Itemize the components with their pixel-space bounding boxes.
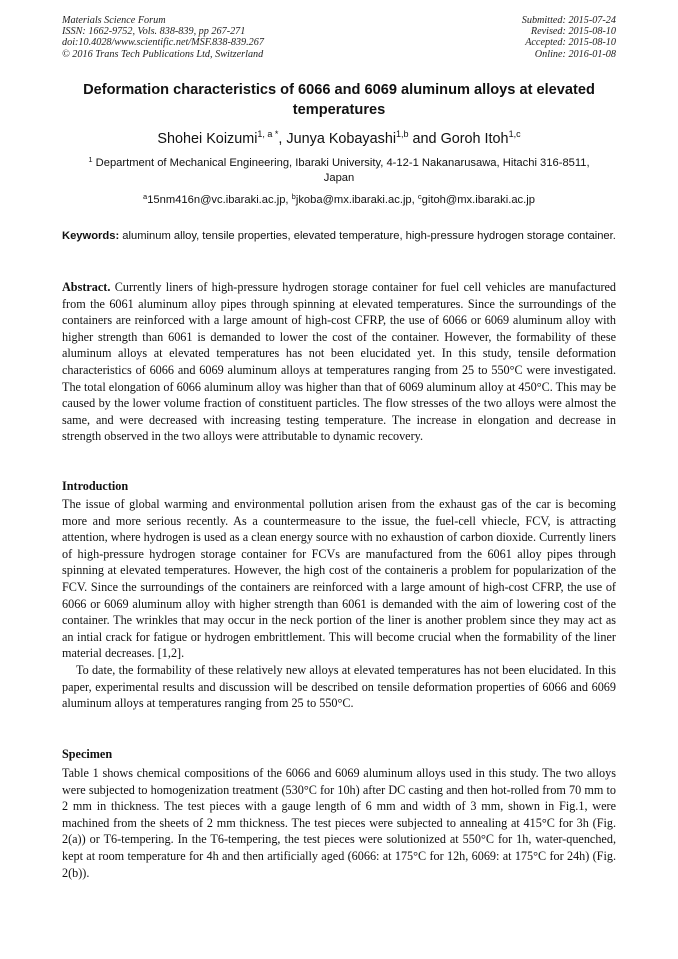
abstract-label: Abstract.: [62, 280, 111, 294]
email-address[interactable]: jkoba@mx.ibaraki.ac.jp,: [295, 194, 418, 206]
keywords-label: Keywords:: [62, 230, 120, 242]
paragraph: Table 1 shows chemical compositions of the 6066 and 6069 aluminum alloys used in this study. The two alloys were subjected to homogenization treatment (530°C for 10h) after DC casting and then hot-rolled from 70 mm to 2 mm in thickness. The test pieces with a gauge length of 6 mm and width of 3 mm, shown in Fig.1, were machined from the sheets of 2 mm thickness. The test pieces were subjected to annealing at 415°C for 3h (Fig. 2(a)) or T6-tempering. In the T6-tempering, the test pieces were solutionized at 550°C for 1h, water-quenched, kept at room temperature for 4h and then artificially aged (6066: at 175°C for 12h, 6069: at 175°C for 24h) (Fig. 2(b)).: [62, 766, 616, 880]
email-marker: a: [143, 192, 148, 201]
introduction-section: [62, 496, 616, 712]
author-name: Junya Kobayashi: [286, 131, 397, 147]
revised-date: Revised: 2015-08-10: [530, 26, 616, 38]
author-separator: and: [408, 131, 441, 147]
paragraph: To date, the formability of these relatively new alloys at elevated temperatures has not been elucidated. In this paper, experimental results and discussion will be described on tensile deformation properties of 6066 and 6069 aluminum alloys at temperatures ranging from 25 to 550°C.: [62, 662, 616, 711]
specimen-section: [62, 765, 616, 881]
doi-line: doi:10.4028/www.scientific.net/MSF.838-839.267: [62, 37, 264, 49]
author-separator: ,: [278, 131, 287, 147]
paragraph: The issue of global warming and environmental pollution arisen from the exhaust gas of the car is becoming more and more serious recently. As a countermeasure to the issue, the fuel-cell vhiecle, FCV, is attracting attention, where hydrogen is used as a clean energy source with no exhaustion of carbon dioxide. Currently liners of high-pressure hydrogen storage container for FCVs are manufactured from the 6061 alloy pipes through spinning at elevated temperatures. However, the high cost of the containeris a problem for popularization of the FCV. Since the surroundings of the containers are reinforced with a large amount of high-cost CFRP, the use of 6066 or 6069 aluminum alloy with higher strength than 6061 is demanded with the aim of lowering cost of the container. The wrinkles that may occur in the neck portion of the liner is another problem since they may act as an intial crack for fatigue or hydrogen embrittlement. This will become crucial when the formability of the liner material decreases. [1,2].: [62, 497, 616, 661]
submission-dates: [522, 15, 616, 60]
submitted-date: Submitted: 2015-07-24: [521, 15, 616, 26]
email-marker: b: [291, 192, 296, 201]
email-marker: c: [417, 192, 422, 201]
author-affiliation-marker: 1,b: [396, 129, 409, 139]
affiliation-text: Department of Mechanical Engineering, Ibaraki University, 4-12-1 Nakanarusawa, Hitachi 316-8511, Japan: [95, 157, 590, 184]
author-name: Goroh Itoh: [440, 131, 509, 147]
author-name: Shohei Koizumi: [157, 131, 258, 147]
affiliation: [80, 156, 598, 186]
abstract: [62, 279, 616, 445]
email-address[interactable]: gitoh@mx.ibaraki.ac.jp: [421, 194, 535, 206]
author-list: [62, 130, 616, 148]
journal-info: [62, 15, 264, 60]
author-affiliation-marker: 1,c: [508, 129, 521, 139]
introduction-heading: Introduction: [62, 479, 129, 493]
affiliation-marker: 1: [88, 155, 93, 164]
keywords-text: aluminum alloy, tensile properties, elevated temperature, high-pressure hydrogen storage container.: [119, 230, 616, 242]
issn-line: ISSN: 1662-9752, Vols. 838-839, pp 267-271: [62, 26, 246, 38]
accepted-date: Accepted: 2015-08-10: [525, 37, 616, 49]
keywords: [62, 229, 616, 244]
journal-name: Materials Science Forum: [62, 15, 166, 26]
copyright-line: © 2016 Trans Tech Publications Ltd, Switzerland: [62, 48, 264, 60]
email-address[interactable]: 15nm416n@vc.ibaraki.ac.jp,: [147, 194, 292, 206]
abstract-text: Currently liners of high-pressure hydrogen storage container for fuel cell vehicles are manufactured from the 6061 aluminum alloy pipes through spinning at elevated temperatures. Since the surroundings of the containers are reinforced with a large amount of high-cost CFRP, the use of 6066 or 6069 aluminum alloy with higher strength than 6061 is demanded to lower the cost of the container. However, the formability of these aluminum alloys at elevated temperatures has not been elucidated yet. In this study, tensile deformation characteristics of 6066 and 6069 aluminum alloys at temperatures ranging from 25 to 550°C were investigated. The total elongation of 6066 aluminum alloy was higher than that of 6069 aluminum alloy at 450°C. This may be caused by the lower volume fraction of constituent particles. The flow stresses of the two alloys were almost the same, and were decreased with increasing testing temperature. The increase in elongation and decrease in strength observed in the two alloys were attributable to dynamic recovery.: [62, 280, 616, 444]
specimen-heading: Specimen: [62, 747, 113, 761]
author-emails: [62, 193, 616, 208]
online-date: Online: 2016-01-08: [534, 48, 616, 60]
paper-title: Deformation characteristics of 6066 and 6069 aluminum alloys at elevated temperatures: [83, 82, 595, 118]
author-affiliation-marker: 1, a *: [257, 129, 279, 139]
